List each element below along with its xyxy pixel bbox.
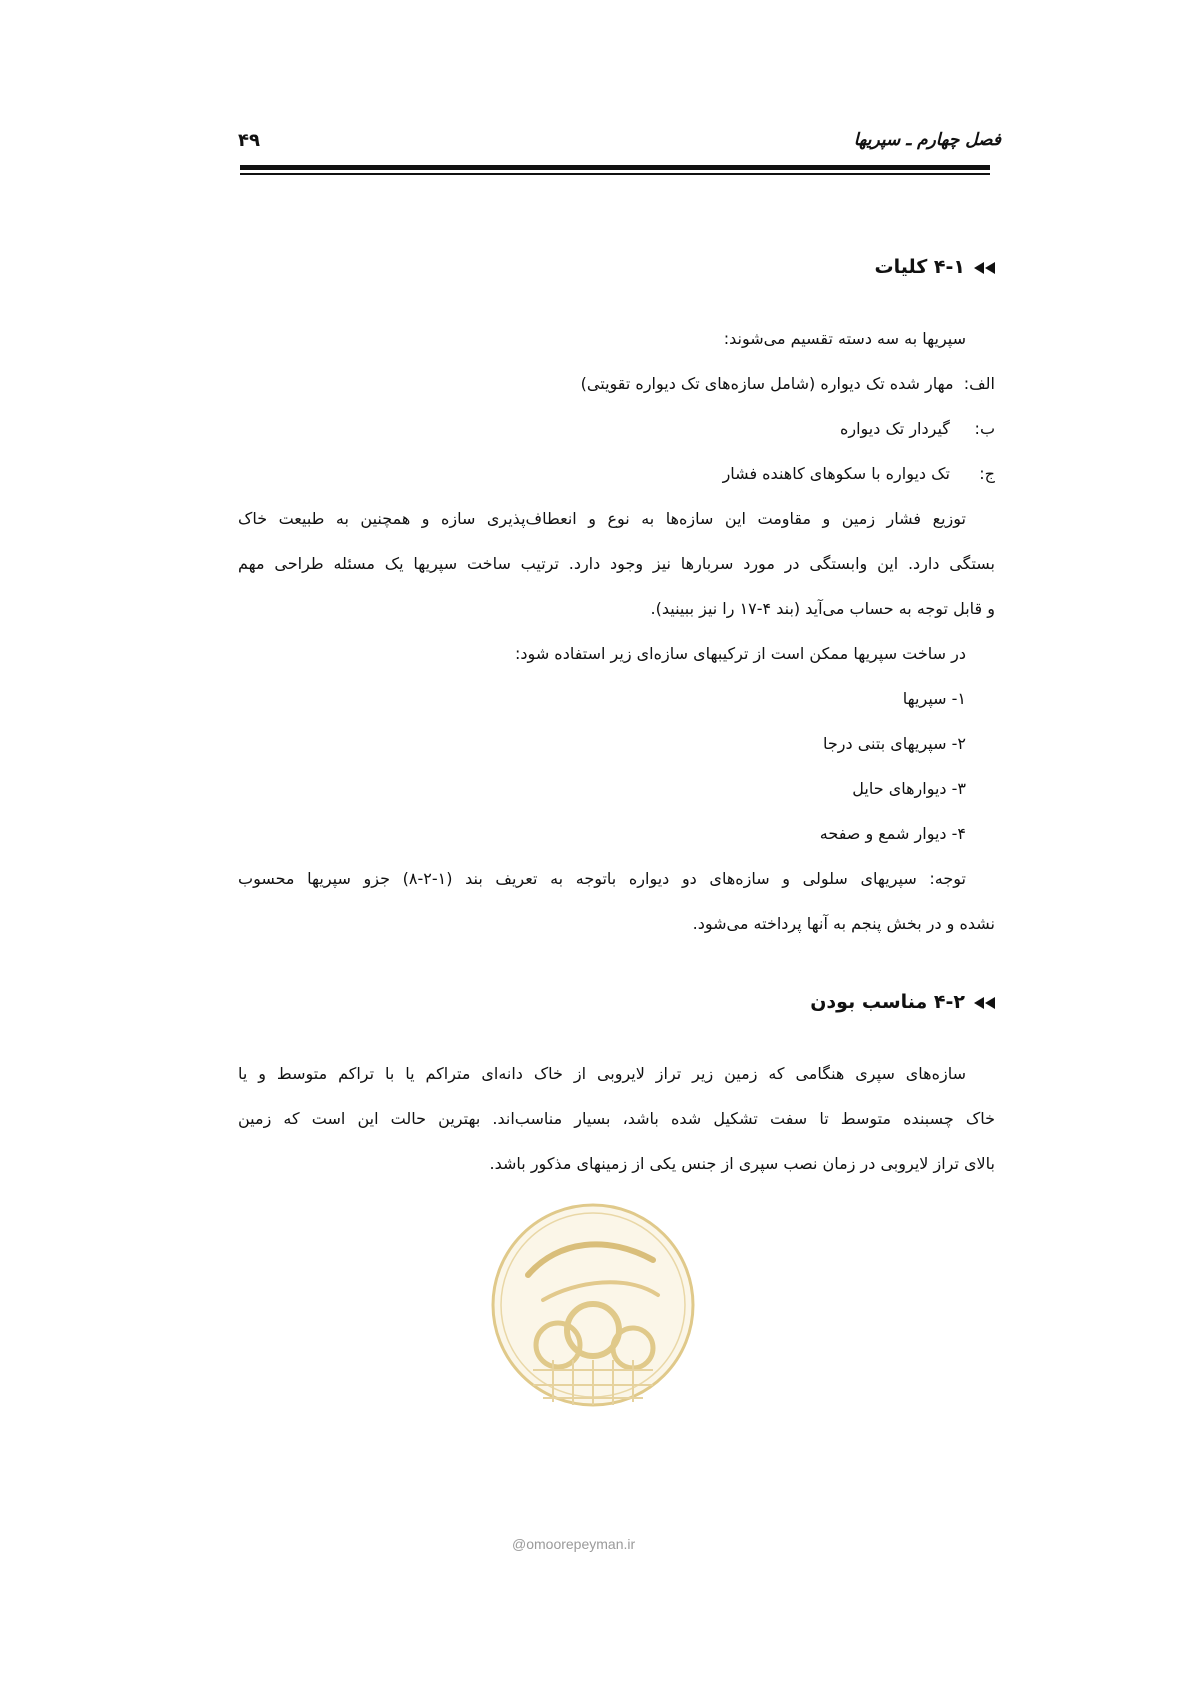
section-heading-4-2: [810, 991, 995, 1013]
paragraph-line: توزیع فشار زمین و مقاومت این سازه‌ها به نوع و انعطاف‌پذیری سازه و همچنین به طبیعت خاک: [238, 509, 966, 528]
numbered-item: ۲- سپریهای بتنی درجا: [823, 734, 966, 753]
paragraph-line: بالای تراز لایروبی در زمان نصب سپری از جنس یکی از زمینهای مذکور باشد.: [489, 1154, 995, 1173]
section-heading-text: ۴-۱ کلیات: [874, 256, 965, 278]
paragraph-line: بستگی دارد. این وابستگی در مورد سربارها نیز وجود دارد. ترتیب ساخت سپریها یک مسئله طراحی مهم: [238, 554, 995, 573]
header-rule-thin: [240, 173, 990, 175]
list-text: مهار شده تک دیواره (شامل سازه‌های تک دیواره تقویتی): [580, 374, 954, 393]
list-item-alef: [581, 373, 995, 395]
section-heading-4-1: [875, 256, 996, 278]
numbered-item: ۴- دیوار شمع و صفحه: [819, 824, 966, 843]
note-line: نشده و در بخش پنجم به آنها پرداخته می‌شود.: [692, 914, 995, 933]
watermark-logo: [488, 1180, 698, 1430]
list-text: گیردار تک دیواره: [839, 419, 950, 438]
note-line: توجه: سپریهای سلولی و سازه‌های دو دیواره باتوجه به تعریف بند (۱-۲-۸) جزو سپریها محسوب: [238, 869, 966, 888]
section-heading-text: ۴-۲ مناسب بودن: [810, 991, 965, 1013]
paragraph-line: سپریها به سه دسته تقسیم می‌شوند:: [723, 329, 966, 348]
page-number: ۴۹: [238, 130, 260, 151]
paragraph-line: و قابل توجه به حساب می‌آید (بند ۴-۱۷ را نیز ببینید).: [650, 599, 995, 618]
double-arrow-icon: [973, 262, 995, 274]
running-header-title: فصل چهارم ـ سپریها: [853, 130, 1001, 150]
double-arrow-icon: [973, 997, 995, 1009]
numbered-item: ۳- دیوارهای حایل: [852, 779, 966, 798]
list-label: الف:: [963, 374, 995, 393]
paragraph-line: خاک چسبنده متوسط تا سفت تشکیل شده باشد، بسیار مناسب‌اند. بهترین حالت این است که زمین: [238, 1109, 995, 1128]
numbered-item: ۱- سپریها: [902, 689, 966, 708]
list-text: تک دیواره با سکوهای کاهنده فشار: [722, 464, 950, 483]
header-rule-thick: [240, 165, 990, 170]
watermark-url: @omoorepeyman.ir: [512, 1536, 636, 1552]
list-label: ب:: [974, 419, 995, 438]
list-item-be: [840, 418, 995, 440]
list-label: ج:: [979, 464, 995, 483]
paragraph-line: سازه‌های سپری هنگامی که زمین زیر تراز لایروبی از خاک دانه‌ای متراکم یا با تراکم متوسط و یا: [238, 1064, 966, 1083]
paragraph-line: در ساخت سپریها ممکن است از ترکیبهای سازه‌ای زیر استفاده شود:: [515, 644, 966, 663]
list-item-jim: [723, 463, 995, 485]
